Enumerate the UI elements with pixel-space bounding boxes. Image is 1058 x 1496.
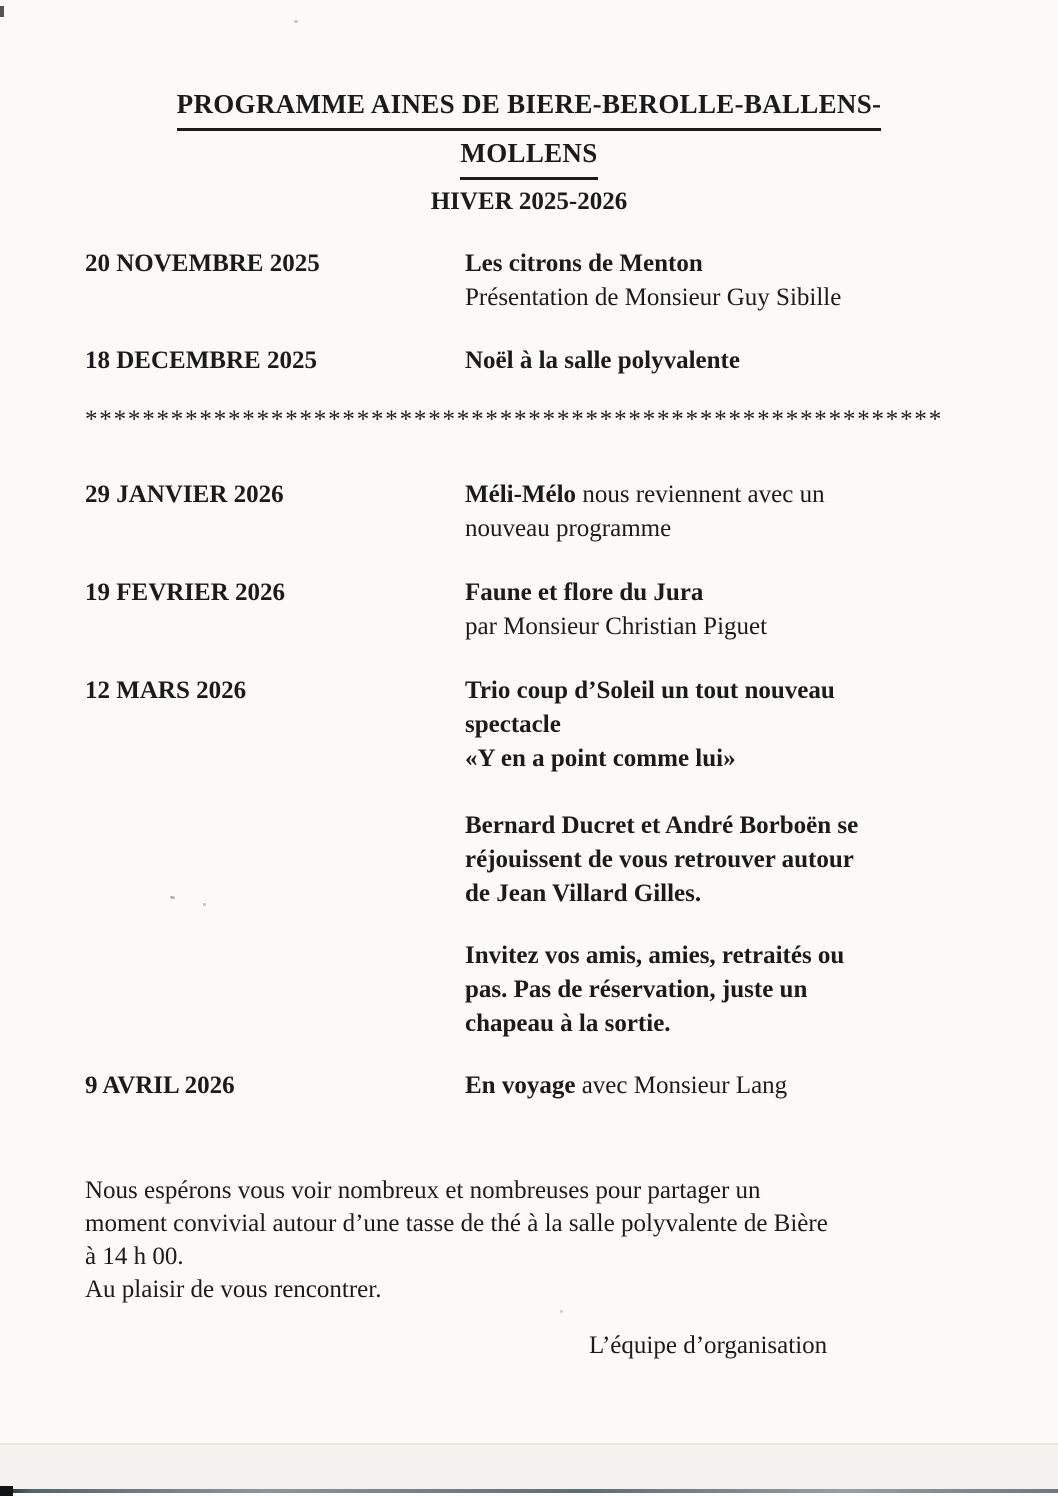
title-line-1-wrap (60, 82, 998, 131)
event-row-march (85, 674, 965, 776)
scan-speck (294, 20, 298, 23)
notes-line: à 14 h 00. (85, 1243, 184, 1270)
text-segment: nouveau programme (465, 515, 672, 542)
notes-line: Au plaisir de vous rencontrer. (85, 1276, 382, 1303)
event-line (465, 344, 965, 378)
event-description (465, 247, 965, 315)
event-line (465, 708, 965, 742)
bold-segment: En voyage (465, 1072, 576, 1099)
event-line (465, 610, 965, 644)
event-line (465, 478, 965, 512)
event-description (465, 576, 965, 644)
title-line-2-wrap (60, 131, 998, 180)
event-date: 18 DECEMBRE 2025 (85, 347, 317, 374)
paragraph-line: réjouissent de vous retrouver autour (465, 846, 854, 873)
paragraph-line: Bernard Ducret et André Borboën se (465, 812, 859, 839)
closing-notes (85, 1174, 965, 1306)
title-line-1: PROGRAMME AINES DE BIERE-BEROLLE-BALLENS- (177, 82, 882, 131)
text-segment: nous reviennent avec un (576, 481, 825, 508)
bold-segment: Méli-Mélo (465, 481, 577, 508)
event-line (465, 674, 965, 708)
scan-speck (560, 1310, 563, 1313)
text-segment: avec Monsieur Lang (575, 1072, 788, 1099)
paragraph-bernard (465, 809, 965, 911)
bold-segment: Les citrons de Menton (465, 250, 703, 277)
event-date: 20 NOVEMBRE 2025 (85, 250, 320, 277)
text-segment: Présentation de Monsieur Guy Sibille (465, 284, 842, 311)
event-description (465, 478, 965, 546)
scan-corner-mark (0, 1486, 13, 1496)
signature-line: L’équipe d’organisation (589, 1332, 828, 1359)
bold-segment: Faune et flore du Jura (465, 579, 704, 606)
paragraph-line: chapeau à la sortie. (465, 1010, 671, 1037)
bold-segment: spectacle (465, 711, 561, 738)
event-date: 12 MARS 2026 (85, 677, 247, 704)
event-row-december (85, 344, 965, 378)
event-date: 9 AVRIL 2026 (85, 1072, 235, 1099)
event-line (465, 576, 965, 610)
bold-segment: Trio coup d’Soleil un tout nouveau (465, 677, 835, 704)
paragraph-line: pas. Pas de réservation, juste un (465, 976, 808, 1003)
notes-line: Nous espérons vous voir nombreux et nombreuses pour partager un (85, 1177, 761, 1204)
title-line-2: MOLLENS (460, 131, 597, 180)
paragraph-line: de Jean Villard Gilles. (465, 880, 702, 907)
event-row-november (85, 247, 965, 315)
event-row-february (85, 576, 965, 644)
scan-speck (170, 895, 176, 899)
document-title (60, 82, 998, 180)
event-row-january (85, 478, 965, 546)
bold-segment: Noël à la salle polyvalente (465, 347, 740, 374)
asterisk-separator: ************************************************************ (85, 406, 943, 433)
season-heading: HIVER 2025-2026 (430, 188, 628, 215)
event-description (465, 1069, 965, 1103)
event-date: 19 FEVRIER 2026 (85, 579, 286, 606)
event-line (465, 281, 965, 315)
event-line (465, 742, 965, 776)
event-description (465, 344, 965, 378)
event-description (465, 674, 965, 776)
paragraph-invitation (465, 939, 965, 1041)
scan-bottom-strip (0, 1445, 1058, 1489)
text-segment: par Monsieur Christian Piguet (465, 613, 768, 640)
bold-segment: «Y en a point comme lui» (465, 745, 736, 772)
event-line (465, 247, 965, 281)
scan-speck (203, 903, 206, 906)
event-line (465, 1069, 965, 1103)
paragraph-line: Invitez vos amis, amies, retraités ou (465, 942, 845, 969)
scan-speck (0, 6, 4, 17)
notes-line: moment convivial autour d’une tasse de thé à la salle polyvalente de Bière (85, 1210, 828, 1237)
event-line (465, 512, 965, 546)
event-row-april (85, 1069, 965, 1103)
event-date: 29 JANVIER 2026 (85, 481, 284, 508)
